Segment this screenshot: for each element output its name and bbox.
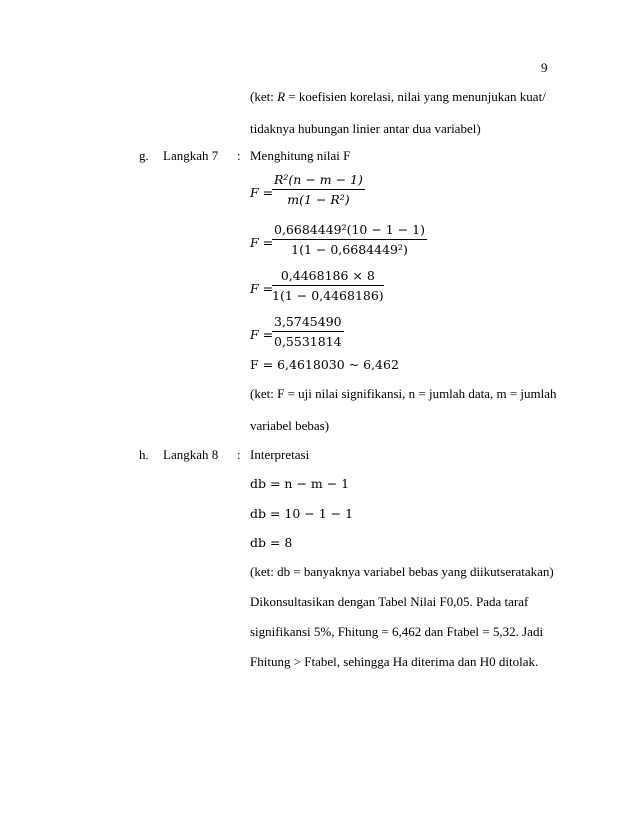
ket-r-line2: tidaknya hubungan linier antar dua variabel) — [250, 121, 481, 136]
step-g-letter: g. — [139, 148, 149, 163]
conclusion-line3: Fhitung > Ftabel, sehingga Ha diterima dan H0 ditolak. — [250, 654, 539, 669]
step-h-label: Langkah 8 — [163, 447, 219, 462]
step-g-title: Menghitung nilai F — [250, 148, 351, 163]
f3-numerator: 0,4468186 × 8 — [280, 268, 375, 283]
f3-lhs: F = — [250, 281, 274, 296]
f-formula-4 — [250, 314, 550, 354]
f1-numerator: R²(n − m − 1) — [274, 172, 363, 187]
db-formula-2: db = 10 − 1 − 1 — [250, 506, 354, 521]
step-g-colon: : — [237, 148, 241, 163]
f2-lhs: F = — [250, 235, 274, 250]
db-formula-1: db = n − m − 1 — [250, 476, 350, 491]
db-formula-3: db = 8 — [250, 535, 293, 550]
f4-denominator: 0,5531814 — [274, 334, 342, 349]
ket-f-line1: (ket: F = uji nilai signifikansi, n = jumlah data, m = jumlah — [250, 386, 557, 401]
f1-denominator: m(1 − R²) — [287, 192, 350, 207]
step-h-letter: h. — [139, 447, 149, 462]
f-formula-1 — [250, 172, 550, 212]
f4-numerator: 3,5745490 — [274, 314, 342, 329]
f4-lhs: F = — [250, 327, 274, 342]
step-g-label: Langkah 7 — [163, 148, 219, 163]
step-h-title: Interpretasi — [250, 447, 310, 462]
f2-numerator: 0,6684449²(10 − 1 − 1) — [274, 222, 426, 237]
f1-lhs: F = — [250, 185, 274, 200]
step-h-colon: : — [237, 447, 241, 462]
ket-db: (ket: db = banyaknya variabel bebas yang diikutseratakan) — [250, 564, 554, 579]
f3-denominator: 1(1 − 0,4468186) — [272, 288, 384, 303]
f-formula-3 — [250, 268, 550, 308]
f-result: F = 6,4618030 ~ 6,462 — [250, 357, 399, 372]
f-formula-2 — [250, 222, 550, 262]
ket-r-line1: (ket: R = koefisien korelasi, nilai yang menunjukan kuat/ — [250, 89, 546, 104]
page-number: 9 — [541, 60, 548, 75]
conclusion-line2: signifikansi 5%, Fhitung = 6,462 dan Ftabel = 5,32. Jadi — [250, 624, 544, 639]
conclusion-line1: Dikonsultasikan dengan Tabel Nilai F0,05. Pada taraf — [250, 594, 529, 609]
ket-f-line2: variabel bebas) — [250, 418, 330, 433]
f2-denominator: 1(1 − 0,6684449²) — [291, 242, 408, 257]
